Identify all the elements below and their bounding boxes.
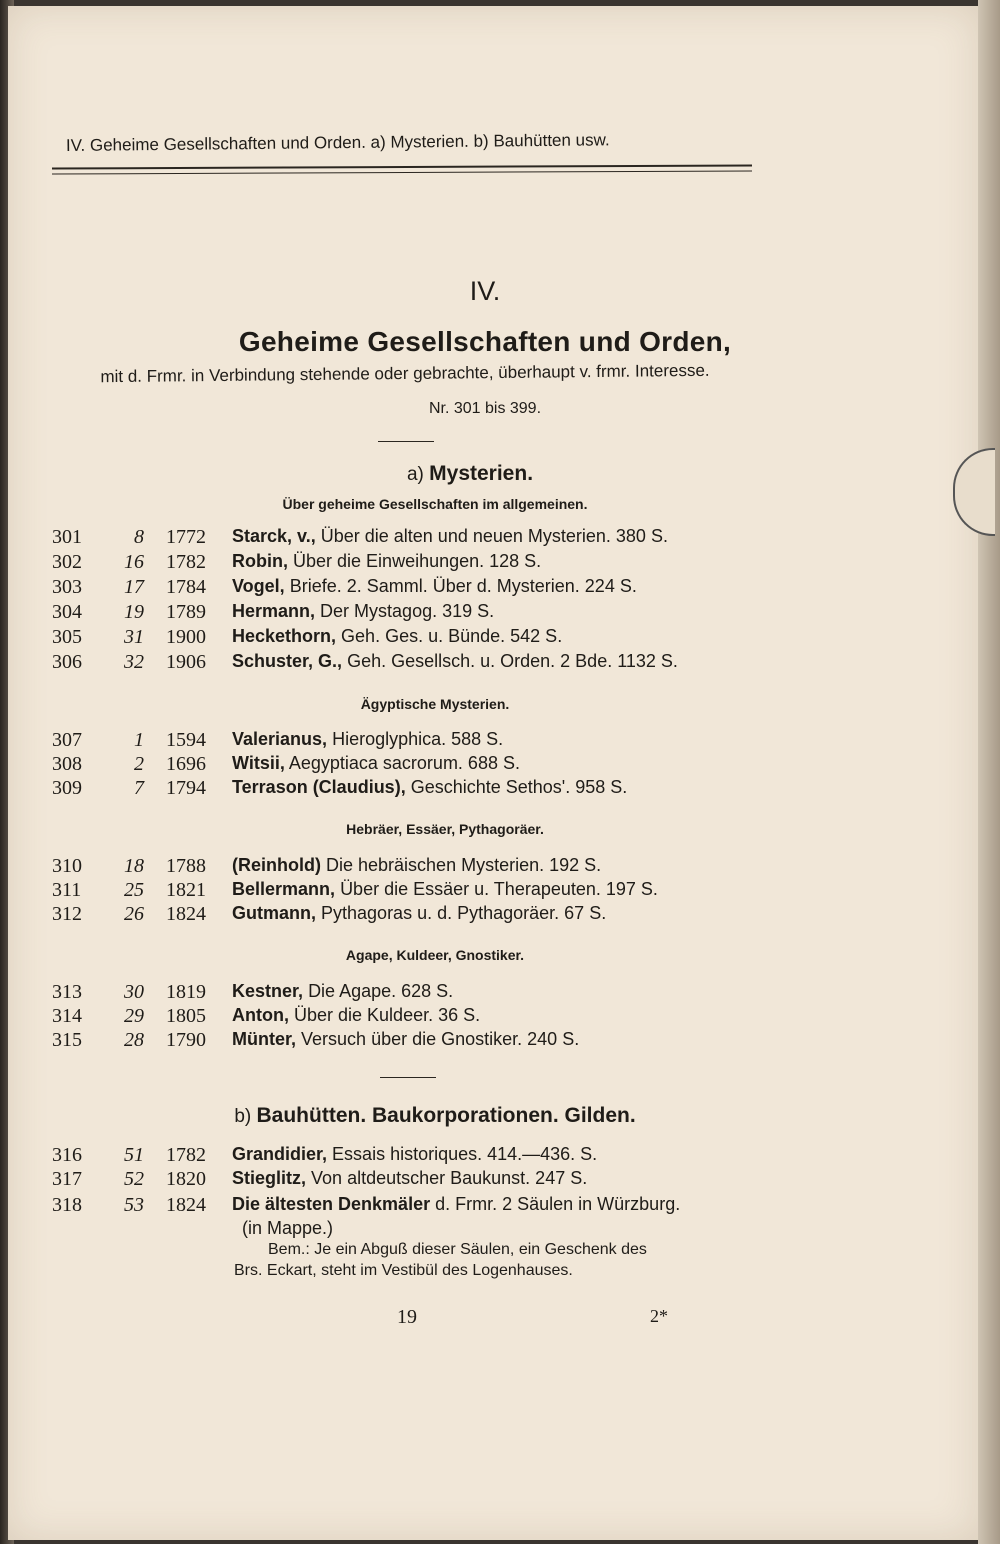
entry-number: 318 xyxy=(52,1194,82,1216)
catalog-entry xyxy=(52,1005,772,1031)
entry-author: Vogel, xyxy=(232,576,285,596)
remark-line: Bem.: Je ein Abguß dieser Säulen, ein Geschenk des xyxy=(268,1241,647,1258)
catalog-number: 8 xyxy=(134,526,144,548)
catalog-entry xyxy=(52,777,772,803)
entry-title: Über die Einweihungen. 128 S. xyxy=(293,551,542,571)
entry-year: 1784 xyxy=(166,576,206,598)
entry-author: Valerianus, xyxy=(232,729,328,749)
entry-year: 1805 xyxy=(166,1005,206,1027)
entry-number: 308 xyxy=(52,753,82,775)
catalog-number: 17 xyxy=(124,576,144,598)
entry-number: 317 xyxy=(52,1168,82,1190)
entry-text xyxy=(232,576,637,597)
entry-text xyxy=(232,1005,480,1026)
entry-year: 1824 xyxy=(166,1194,206,1216)
catalog-number: 52 xyxy=(124,1168,144,1190)
entry-title: Pythagoras u. d. Pythagoräer. 67 S. xyxy=(321,903,607,923)
entry-number: 312 xyxy=(52,903,82,925)
entry-year: 1772 xyxy=(166,526,206,548)
catalog-number: 2 xyxy=(134,753,144,775)
entry-text xyxy=(232,1144,597,1165)
catalog-entry xyxy=(52,1194,772,1220)
group-heading: Ägyptische Mysterien. xyxy=(360,696,510,712)
entry-author: Gutmann, xyxy=(232,903,316,923)
entry-continuation: (in Mappe.) xyxy=(242,1218,334,1238)
entry-author: Bellermann, xyxy=(232,879,336,899)
entry-number: 305 xyxy=(52,626,82,648)
catalog-number: 28 xyxy=(124,1029,144,1051)
entry-title: Über die Essäer u. Therapeuten. 197 S. xyxy=(340,879,658,899)
entry-author: Münter, xyxy=(232,1029,297,1049)
catalog-number: 7 xyxy=(134,777,144,799)
entry-number: 301 xyxy=(52,526,82,548)
entry-title: d. Frmr. 2 Säulen in Würzburg. xyxy=(435,1194,681,1214)
entry-text xyxy=(232,903,606,924)
catalog-entry xyxy=(52,551,772,577)
section-a-letter: a) xyxy=(406,464,424,485)
entry-title: Über die Kuldeer. 36 S. xyxy=(294,1005,481,1025)
catalog-number: 1 xyxy=(134,729,144,751)
section-b-heading xyxy=(0,1104,920,1128)
page-edge xyxy=(978,0,1000,1544)
entry-title: Geh. Ges. u. Bünde. 542 S. xyxy=(341,626,563,646)
catalog-entry xyxy=(52,526,772,552)
entry-title: Die Agape. 628 S. xyxy=(308,981,454,1001)
entry-text xyxy=(232,651,678,672)
group-heading: Hebräer, Essäer, Pythagoräer. xyxy=(346,821,544,837)
entry-author: (Reinhold) xyxy=(232,855,321,875)
catalog-number: 30 xyxy=(124,981,144,1003)
entry-year: 1696 xyxy=(166,753,206,775)
signature-mark: 2* xyxy=(650,1306,668,1326)
entry-title: Aegyptiaca sacrorum. 688 S. xyxy=(288,753,520,773)
entry-author: Kestner, xyxy=(232,981,304,1001)
number-range: Nr. 301 bis 399. xyxy=(428,400,542,417)
entry-year: 1906 xyxy=(166,651,206,673)
chapter-title: Geheime Gesellschaften und Orden, xyxy=(238,326,732,357)
catalog-entry xyxy=(52,576,772,602)
catalog-entry xyxy=(52,879,772,905)
entry-text xyxy=(232,981,453,1002)
catalog-entry xyxy=(52,1168,772,1194)
entry-text xyxy=(232,626,562,647)
entry-year: 1790 xyxy=(166,1029,206,1051)
catalog-number: 29 xyxy=(124,1005,144,1027)
catalog-entry xyxy=(52,981,772,1007)
catalog-entry xyxy=(52,729,772,755)
entry-number: 313 xyxy=(52,981,82,1003)
chapter-number: IV. xyxy=(469,276,501,306)
entry-number: 314 xyxy=(52,1005,82,1027)
entry-text xyxy=(232,777,627,798)
entry-author: Terrason (Claudius), xyxy=(232,777,406,797)
entry-title: Versuch über die Gnostiker. 240 S. xyxy=(301,1029,580,1049)
entry-author: Witsii, xyxy=(232,753,285,773)
catalog-number: 16 xyxy=(124,551,144,573)
catalog-entry xyxy=(52,855,772,881)
entry-title: Von altdeutscher Baukunst. 247 S. xyxy=(311,1168,588,1188)
group-heading: Über geheime Gesellschaften im allgemeinen. xyxy=(282,496,588,512)
catalog-number: 31 xyxy=(124,626,144,648)
entry-year: 1782 xyxy=(166,551,206,573)
page-number: 19 xyxy=(397,1306,417,1328)
catalog-number: 53 xyxy=(124,1194,144,1216)
entry-number: 306 xyxy=(52,651,82,673)
entry-author: Die ältesten Denkmäler xyxy=(232,1194,431,1214)
catalog-entry xyxy=(52,1144,772,1170)
entry-year: 1594 xyxy=(166,729,206,751)
entry-author: Heckethorn, xyxy=(232,626,337,646)
entry-title: Essais historiques. 414.—436. S. xyxy=(332,1144,598,1164)
entry-text xyxy=(232,729,503,750)
entry-author: Schuster, G., xyxy=(232,651,343,671)
entry-number: 302 xyxy=(52,551,82,573)
entry-author: Starck, v., xyxy=(232,526,316,546)
entry-number: 309 xyxy=(52,777,82,799)
section-b-letter: b) xyxy=(234,1106,252,1127)
entry-number: 310 xyxy=(52,855,82,877)
catalog-entry xyxy=(52,626,772,652)
divider xyxy=(380,1077,436,1078)
entry-number: 304 xyxy=(52,601,82,623)
catalog-number: 32 xyxy=(124,651,144,673)
catalog-entry xyxy=(52,651,772,677)
group-heading: Agape, Kuldeer, Gnostiker. xyxy=(345,947,525,963)
entry-text xyxy=(232,526,668,547)
remark-line: Brs. Eckart, steht im Vestibül des Logenhauses. xyxy=(234,1262,573,1279)
catalog-number: 25 xyxy=(124,879,144,901)
entry-number: 315 xyxy=(52,1029,82,1051)
divider xyxy=(378,441,434,442)
entry-text xyxy=(232,1194,680,1215)
entry-title: Briefe. 2. Samml. Über d. Mysterien. 224 S. xyxy=(289,576,637,596)
entry-year: 1820 xyxy=(166,1168,206,1190)
entry-number: 307 xyxy=(52,729,82,751)
entry-title: Die hebräischen Mysterien. 192 S. xyxy=(326,855,602,875)
chapter-subtitle: mit d. Frmr. in Verbindung stehende oder gebrachte, überhaupt v. frmr. Interesse. xyxy=(100,360,710,387)
catalog-number: 51 xyxy=(124,1144,144,1166)
entry-number: 311 xyxy=(52,879,82,901)
running-head: IV. Geheime Gesellschaften und Orden. a) Mysterien. b) Bauhütten usw. xyxy=(65,130,610,155)
entry-text xyxy=(232,1029,579,1050)
section-b-title: Bauhütten. Baukorporationen. Gilden. xyxy=(256,1104,636,1127)
entry-title: Der Mystagog. 319 S. xyxy=(320,601,495,621)
catalog-entry xyxy=(52,903,772,929)
entry-year: 1782 xyxy=(166,1144,206,1166)
entry-text xyxy=(232,855,601,876)
entry-year: 1789 xyxy=(166,601,206,623)
catalog-entry xyxy=(52,753,772,779)
entry-year: 1819 xyxy=(166,981,206,1003)
entry-text xyxy=(232,1168,587,1189)
entry-text xyxy=(232,601,494,622)
catalog-number: 26 xyxy=(124,903,144,925)
entry-year: 1788 xyxy=(166,855,206,877)
entry-title: Über die alten und neuen Mysterien. 380 S. xyxy=(320,526,668,546)
entry-year: 1821 xyxy=(166,879,206,901)
entry-author: Anton, xyxy=(232,1005,289,1025)
entry-author: Hermann, xyxy=(232,601,316,621)
section-a-heading xyxy=(0,462,955,486)
catalog-number: 18 xyxy=(124,855,144,877)
entry-title: Geschichte Sethos'. 958 S. xyxy=(410,777,628,797)
entry-year: 1794 xyxy=(166,777,206,799)
catalog-number: 19 xyxy=(124,601,144,623)
entry-title: Geh. Gesellsch. u. Orden. 2 Bde. 1132 S. xyxy=(347,651,678,671)
entry-title: Hieroglyphica. 588 S. xyxy=(332,729,504,749)
section-a-title: Mysterien. xyxy=(429,462,534,485)
entry-text xyxy=(232,551,541,572)
catalog-entry xyxy=(52,601,772,627)
entry-author: Robin, xyxy=(232,551,288,571)
entry-author: Grandidier, xyxy=(232,1144,328,1164)
entry-year: 1900 xyxy=(166,626,206,648)
entry-number: 303 xyxy=(52,576,82,598)
entry-text xyxy=(232,753,520,774)
catalog-entry xyxy=(52,1029,772,1055)
entry-year: 1824 xyxy=(166,903,206,925)
entry-text xyxy=(232,879,658,900)
entry-number: 316 xyxy=(52,1144,82,1166)
entry-author: Stieglitz, xyxy=(232,1168,307,1188)
